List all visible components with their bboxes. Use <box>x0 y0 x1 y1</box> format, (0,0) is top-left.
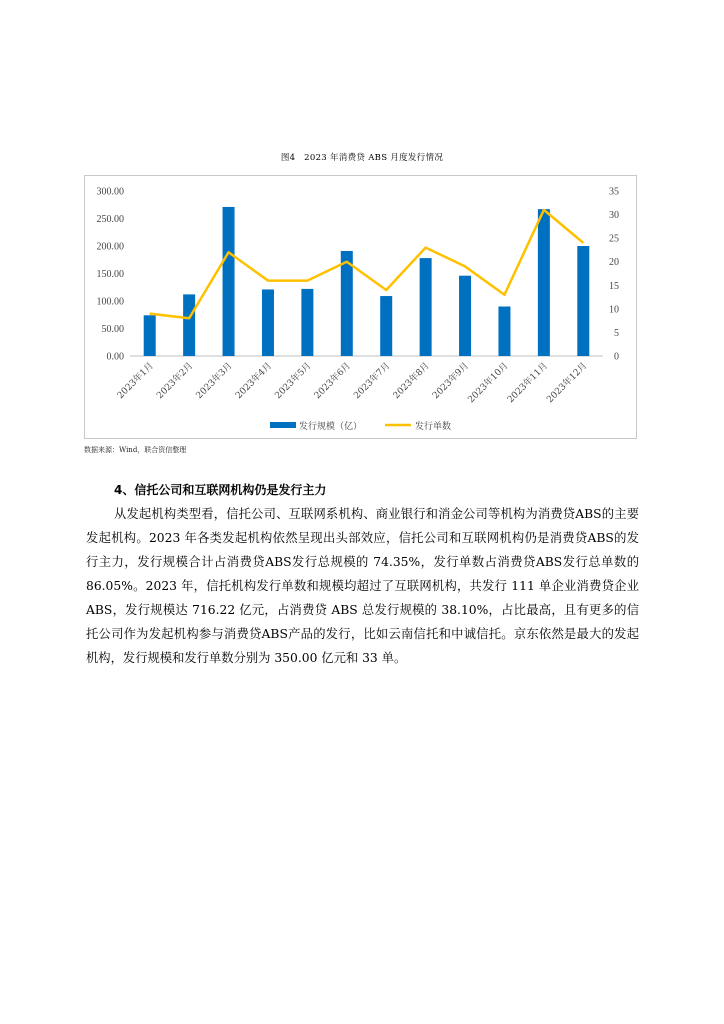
x-tick-label: 2023年10月 <box>466 361 511 406</box>
bar <box>144 315 156 356</box>
y-right-tick-label: 15 <box>609 280 619 292</box>
bar <box>341 251 353 356</box>
bar <box>420 258 432 356</box>
x-tick-label: 2023年6月 <box>312 361 353 402</box>
monthly-issuance-chart <box>85 176 638 440</box>
x-tick-label: 2023年1月 <box>115 361 156 402</box>
y-right-tick-label: 10 <box>609 304 619 316</box>
y-right-tick-label: 20 <box>609 257 619 269</box>
bar <box>380 296 392 356</box>
y-left-tick-label: 0.00 <box>106 351 124 363</box>
section-heading: 4、信托公司和互联网机构仍是发行主力 <box>114 483 327 497</box>
x-tick-label: 2023年11月 <box>505 361 550 406</box>
bar <box>301 289 313 356</box>
x-tick-label: 2023年7月 <box>352 361 393 402</box>
legend-swatch-bar <box>270 422 296 428</box>
x-tick-label: 2023年4月 <box>234 361 275 402</box>
bar <box>459 276 471 356</box>
figure-caption: 图4 2023 年消费贷 ABS 月度发行情况 <box>280 153 444 163</box>
y-left-tick-label: 250.00 <box>96 214 124 225</box>
y-right-tick-label: 30 <box>609 210 619 222</box>
line-series <box>150 210 584 318</box>
y-left-tick-label: 50.00 <box>101 324 124 335</box>
y-left-tick-label: 300.00 <box>96 186 124 198</box>
y-right-tick-label: 25 <box>609 233 619 245</box>
x-tick-label: 2023年3月 <box>194 361 235 402</box>
y-left-tick-label: 200.00 <box>96 241 124 253</box>
y-left-tick-label: 100.00 <box>96 296 124 308</box>
bar <box>538 209 550 356</box>
x-tick-label: 2023年5月 <box>273 361 314 402</box>
y-right-tick-label: 35 <box>609 186 619 198</box>
x-tick-label: 2023年2月 <box>155 361 196 402</box>
legend-label-line: 发行单数 <box>415 422 452 432</box>
bar <box>183 294 195 356</box>
bar <box>262 289 274 356</box>
x-tick-label: 2023年8月 <box>391 361 432 402</box>
x-tick-label: 2023年12月 <box>545 361 590 406</box>
y-right-tick-label: 5 <box>614 327 619 339</box>
body-paragraph: 从发起机构类型看，信托公司、互联网系机构、商业银行和消金公司等机构为消费贷ABS的主要发起机构。2023 年各类发起机构依然呈现出头部效应，信托公司和互联网机构仍是消费贷ABS的发行主力，发行规模合计占消费贷ABS发行总规模的 74.35%，发行单数占消费贷ABS发行总单数的 86.05%。2023 年，信托机构发行单数和规模均超过了互联网机构，共发行 111 单企业消费贷企业ABS，发行规模达 716.22 亿元，占消费贷 ABS 总发行规模的 38.10%，占比最高，且有更多的信托公司作为发起机构参与消费贷ABS产品的发行，比如云南信托和中诚信托。京东依然是最大的发起机构，发行规模和发行单数分别为 350.00 亿元和 33 单。 <box>86 507 639 665</box>
chart-frame <box>84 175 637 439</box>
x-tick-label: 2023年9月 <box>431 361 472 402</box>
bar <box>223 207 235 356</box>
y-left-tick-label: 150.00 <box>96 269 124 280</box>
source-note: 数据来源：Wind，联合资信整理 <box>84 446 187 454</box>
y-right-tick-label: 0 <box>614 351 619 363</box>
bar <box>498 307 510 357</box>
legend-label-bar: 发行规模（亿） <box>299 422 363 432</box>
bar <box>577 246 589 356</box>
